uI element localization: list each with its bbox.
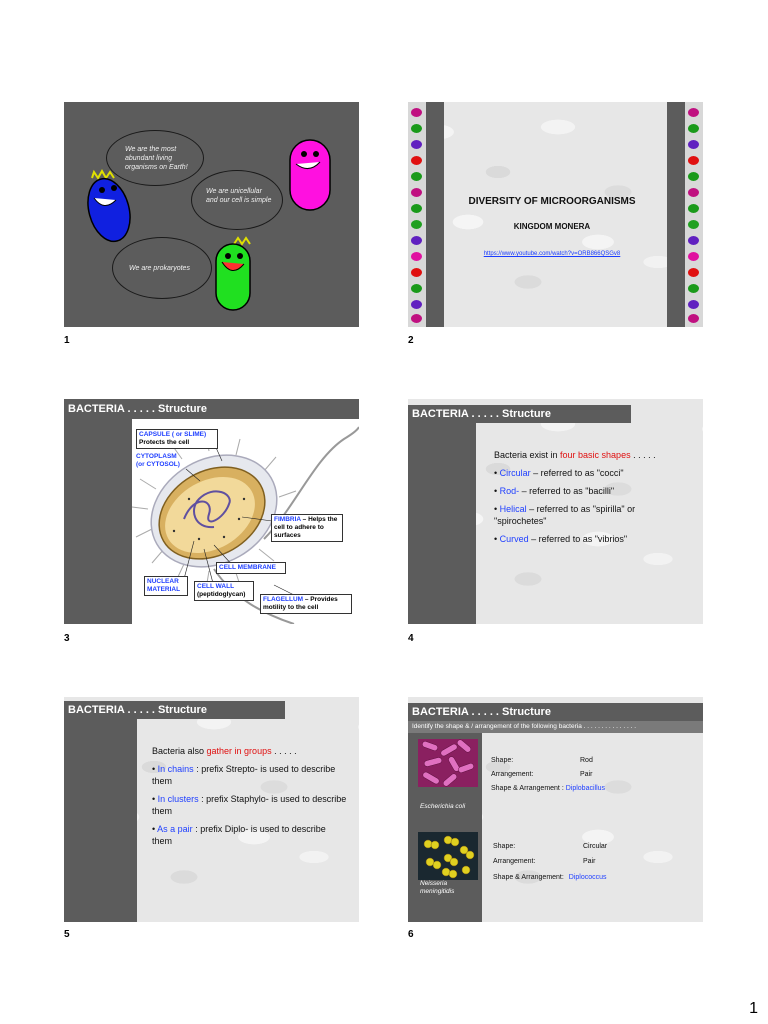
ex1-shape-label: Shape: — [491, 757, 514, 764]
group-item: • In clusters : prefix Staphylo- is used to describe them — [152, 794, 347, 816]
label-fimbria: FIMBRIA – Helps the cell to adhere to surfaces — [271, 514, 343, 542]
slide-number-6: 6 — [408, 929, 414, 940]
blue-bacterium-icon — [81, 171, 136, 246]
groups-list — [152, 745, 348, 853]
slide-header: BACTERIA . . . . . Structure — [64, 701, 285, 719]
magenta-bacterium-icon — [290, 140, 330, 210]
label-nuclear-material: NUCLEAR MATERIAL — [144, 576, 188, 596]
slide-4 — [408, 399, 703, 624]
slide-number-5: 5 — [64, 929, 70, 940]
ex2-shape-label: Shape: — [493, 843, 516, 850]
label-cell-wall: CELL WALL (peptidoglycan) — [194, 581, 254, 601]
ex1-shape-value: Rod — [580, 757, 593, 764]
e-coli-caption: Escherichia coli — [420, 803, 466, 810]
shape-item: • Helical – referred to as "spirilla" or "spirochetes" — [494, 504, 636, 526]
green-bacterium-icon — [216, 238, 250, 310]
slide-6 — [408, 697, 703, 922]
page-number: 1 — [749, 1000, 758, 1017]
instruction-text: Identify the shape & / arrangement of the following bacteria . . . . . . . . . . . . . . . — [412, 723, 637, 730]
instruction-bar — [408, 721, 703, 733]
e-coli-micrograph — [418, 739, 478, 787]
shapes-intro: Bacteria exist in four basic shapes . . . . . — [494, 450, 656, 460]
bacteria-cartoon-icons — [64, 102, 359, 327]
ex1-arrangement-value: Pair — [580, 771, 593, 778]
groups-intro: Bacteria also gather in groups . . . . . — [152, 746, 297, 756]
group-item: • In chains : prefix Strepto- is used to describe them — [152, 764, 336, 786]
ex1-answer: Diplobacillus — [565, 785, 606, 792]
slide-header: BACTERIA . . . . . Structure — [408, 405, 631, 423]
neisseria-micrograph — [418, 832, 478, 880]
shapes-list — [494, 449, 690, 551]
slide-1 — [64, 102, 359, 327]
slide-number-2: 2 — [408, 335, 414, 346]
ex2-answer: Diplococcus — [568, 874, 607, 881]
ex2-arrangement-value: Pair — [583, 858, 596, 865]
slide-2 — [408, 102, 703, 327]
slide-title: DIVERSITY OF MICROORGANISMS — [468, 196, 636, 207]
slide-number-1: 1 — [64, 335, 70, 346]
shape-item: • Curved – referred to as "vibrios" — [494, 534, 628, 544]
slide-number-3: 3 — [64, 633, 70, 644]
label-cytoplasm: CYTOPLASM (or CYTOSOL) — [136, 453, 180, 468]
bubble-text-abundant: We are the most abundant living organisms on Earth! — [125, 146, 188, 171]
label-capsule: CAPSULE ( or SLIME) Protects the cell — [136, 429, 218, 449]
ex2-shape-arrangement-label: Shape & Arrangement: Diplococcus — [493, 874, 607, 881]
label-cell-membrane: CELL MEMBRANE — [216, 562, 286, 574]
shape-item: • Rod- – referred to as "bacilli" — [494, 486, 615, 496]
shape-item: • Circular – referred to as "cocci" — [494, 468, 624, 478]
group-item: • As a pair : prefix Diplo- is used to describe them — [152, 824, 326, 846]
label-flagellum: FLAGELLUM – Provides motility to the cell — [260, 594, 352, 614]
bubble-text-unicellular: We are unicellular and our cell is simple — [206, 188, 272, 204]
neisseria-caption: Neisseria meningitidis — [420, 880, 455, 895]
ex1-arrangement-label: Arrangement: — [491, 771, 534, 778]
ex1-shape-arrangement-label: Shape & Arrangement : Diplobacillus — [491, 785, 606, 792]
slide-number-4: 4 — [408, 633, 414, 644]
ex2-arrangement-label: Arrangement: — [493, 858, 536, 865]
slide-subtitle: KINGDOM MONERA — [513, 222, 591, 231]
bubble-text-prokaryotes: We are prokaryotes — [129, 265, 190, 272]
slide-5 — [64, 697, 359, 922]
slide-header: BACTERIA . . . . . Structure — [64, 399, 359, 419]
right-microbe-strip — [685, 102, 703, 327]
slide-3 — [64, 399, 359, 624]
video-link[interactable]: https://www.youtube.com/watch?v=ORB866QSGv8 — [483, 251, 621, 257]
ex2-shape-value: Circular — [583, 843, 608, 850]
left-microbe-strip — [408, 102, 426, 327]
slide-header: BACTERIA . . . . . Structure — [408, 703, 703, 721]
